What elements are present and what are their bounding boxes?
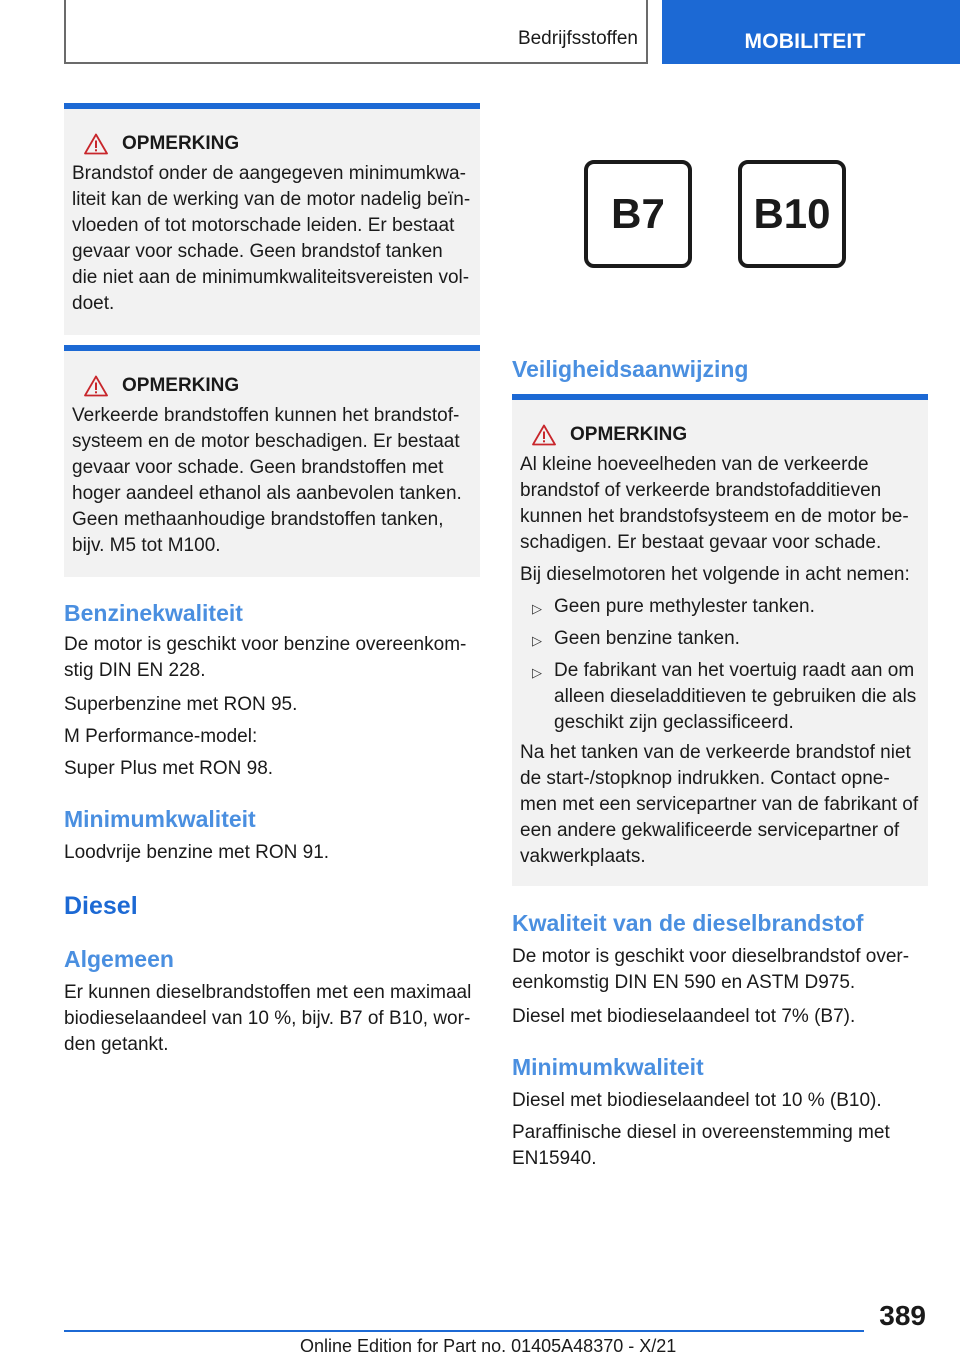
footer-divider: [64, 1330, 864, 1332]
warning-heading: [84, 131, 472, 157]
diesel-min-paragraph-1: Diesel met biodieselaandeel tot 10 % (B10).: [512, 1090, 882, 1111]
benzine-paragraph-2: Superbenzine met RON 95.: [64, 694, 298, 715]
benzine-quality-heading: Benzinekwaliteit: [64, 600, 243, 626]
bullet-text: Geen benzine tanken.: [554, 628, 740, 649]
benzine-paragraph-4: Super Plus met RON 98.: [64, 758, 274, 779]
warning-text: Verkeerde brandstoffen kunnen het brandstofsysteem en de motor beschadigen. Er bestaat gevaar voor schade. Geen brandstoffen met hoger aandeel ethanol als aanbevolen tanken. Geen methaanhoudige brandstoffen tanken, bijv. M5 tot M100.: [72, 405, 462, 556]
warning-triangle-icon: [84, 133, 108, 155]
general-heading: Algemeen: [64, 946, 174, 972]
footer-edition: Online Edition for Part no. 01405A48370 - X/21: [300, 1336, 677, 1356]
warning-text-1: Al kleine hoeveelheden van de verkeerde brandstof of verkeerde brandstofadditieven kunnen het brandstofsysteem en de motor beschadigen. Er bestaat gevaar voor schade.: [520, 454, 909, 553]
bullet-text: Geen pure methylester tanken.: [554, 596, 815, 617]
bullet-text: De fabrikant van het voertuig raadt aan om alleen dieseladditieven te gebruiken die als geschikt zijn geclassificeerd.: [554, 660, 917, 733]
warning-title: OPMERKING: [570, 424, 688, 445]
benzine-paragraph-3: M Performance-model:: [64, 726, 258, 747]
page-number: 389: [879, 1300, 926, 1331]
triangle-bullet-icon: ▷: [532, 665, 542, 680]
bullet-item: [520, 658, 920, 736]
general-paragraph: Er kunnen dieselbrandstoffen met een maximaal biodieselaandeel van 10 %, bijv. B7 of B10, worden getankt.: [64, 982, 472, 1055]
warning-triangle-icon: [84, 375, 108, 397]
warning-box-diesel: [512, 394, 928, 886]
diesel-quality-paragraph-2: Diesel met biodieselaandeel tot 7% (B7).: [512, 1006, 856, 1027]
triangle-bullet-icon: ▷: [532, 633, 542, 648]
diesel-min-quality-heading: Minimumkwaliteit: [512, 1054, 704, 1080]
warning-box-wrong-fuel: [64, 345, 480, 577]
bullet-item: [520, 626, 920, 654]
diesel-quality-paragraph-1: De motor is geschikt voor dieselbrandstof overeenkomstig DIN EN 590 en ASTM D975.: [512, 946, 910, 993]
warning-triangle-icon: [532, 424, 556, 446]
warning-text: Brandstof onder de aangegeven minimumkwaliteit kan de werking van de motor nadelig beïnvloeden of tot motorschade leiden. Er bestaat gevaar voor schade. Geen brandstof tanken die niet aan de minimumkwaliteitsvereisten voldoet.: [72, 163, 471, 314]
diesel-heading: Diesel: [64, 892, 138, 920]
warning-heading: [532, 422, 920, 448]
bullet-item: [520, 594, 920, 622]
benzine-min-quality-heading: Minimumkwaliteit: [64, 806, 256, 832]
benzine-paragraph-1: De motor is geschikt voor benzine overeenkomstig DIN EN 228.: [64, 634, 467, 681]
benzine-min-paragraph: Loodvrije benzine met RON 91.: [64, 842, 330, 863]
chapter-tab: MOBILITEIT: [662, 0, 960, 64]
warning-box-min-quality: [64, 103, 480, 335]
diesel-quality-heading: Kwaliteit van de dieselbrandstof: [512, 910, 864, 936]
warning-heading: [84, 373, 472, 399]
diesel-min-paragraph-2: Paraffinische diesel in overeenstemming met EN15940.: [512, 1122, 890, 1169]
fuel-label-b7: B7: [584, 160, 692, 268]
section-title: Bedrijfsstoffen: [517, 28, 638, 49]
warning-text-3: Na het tanken van de verkeerde brandstof niet de start-/stopknop indrukken. Contact opnemen met een servicepartner van de fabrikant of een andere gekwalificeerde servicepartner of vakwerkplaats.: [520, 742, 919, 867]
triangle-bullet-icon: ▷: [532, 601, 542, 616]
fuel-label-b10: B10: [738, 160, 846, 268]
warning-text-2: Bij dieselmotoren het volgende in acht nemen:: [520, 564, 910, 585]
warning-title: OPMERKING: [122, 133, 240, 154]
warning-title: OPMERKING: [122, 375, 240, 396]
safety-heading: Veiligheidsaanwijzing: [512, 356, 749, 382]
